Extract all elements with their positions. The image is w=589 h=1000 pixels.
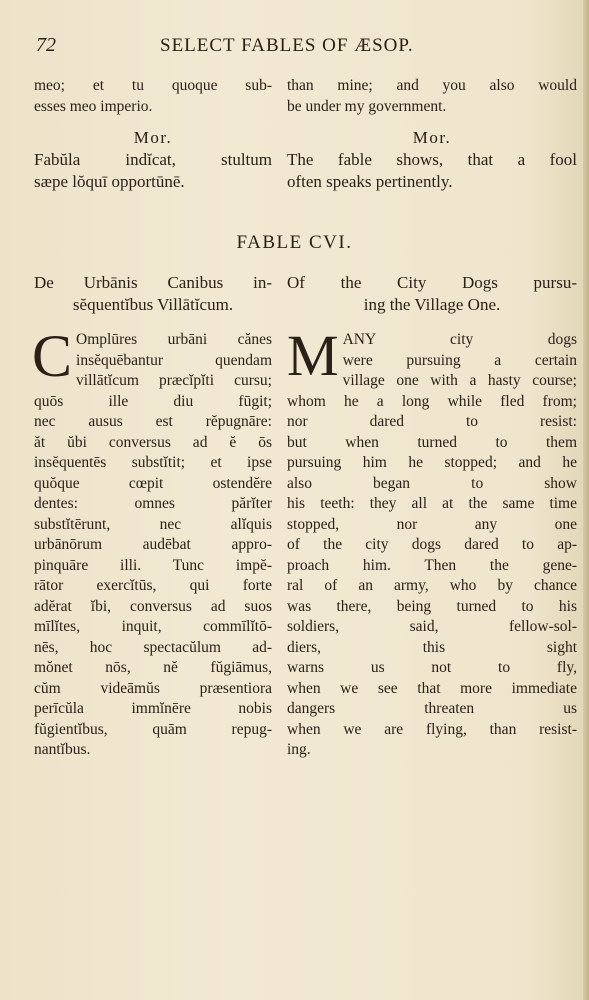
text-line: was there, being turned to his [287, 597, 577, 615]
text-line: ing. [287, 741, 311, 758]
fable-lines [287, 371, 577, 761]
text-line: rātor exercĭtūs, qui forte [34, 577, 272, 594]
text-line: when we are flying, than resist- [287, 720, 577, 738]
text-line: but when turned to them [287, 433, 577, 451]
fable-body [287, 323, 577, 761]
moral-line: sæpe lŏquī opportūnē. [34, 172, 185, 191]
text-line: nēs, hoc spectacŭlum ad- [34, 638, 272, 656]
text-line: when we see that more immediate [287, 679, 577, 697]
text-line: warns us not to fly, [287, 659, 577, 676]
text-line: adĕrat ĭbi, conversus ad suos [34, 597, 272, 615]
text-line: of the city dogs dared to ap- [287, 536, 577, 553]
text-line: proach him. Then the gene- [287, 556, 577, 574]
text-line: pinquāre illi. Tunc impĕ- [34, 556, 272, 574]
text-line: perīcŭla immĭnēre nobis [34, 700, 272, 717]
moral-title: Mor. [133, 128, 173, 147]
latin-continuation [34, 76, 272, 193]
moral-line: The fable shows, that a fool [287, 150, 577, 169]
fable-lines [34, 371, 272, 761]
text-line: mŏnet nōs, nĕ fŭgiāmus, [34, 659, 272, 676]
drop-cap: C [32, 323, 73, 389]
text-line: were pursuing a certain [342, 351, 577, 369]
latin-fable [34, 272, 272, 761]
text-line: Omplūres urbāni cănes [76, 331, 272, 348]
text-line: pursuing him he stopped; and he [287, 454, 577, 471]
text-line: than mine; and you also would [287, 77, 577, 94]
text-line: dangers threaten us [287, 700, 577, 717]
text-line: substĭtērunt, nec alĭquis [34, 515, 272, 533]
english-continuation [287, 76, 577, 193]
page-number: 72 [36, 34, 56, 56]
text-line: nor dared to resist: [287, 413, 577, 430]
text-line: fŭgientĭbus, quām repug- [34, 720, 272, 738]
text-line: nantĭbus. [34, 741, 91, 758]
moral-line: Fabŭla indĭcat, stultum [34, 150, 272, 169]
text-line: villātĭcum præcĭpĭti cursu; [76, 372, 272, 389]
text-line: whom he a long while fled from; [287, 392, 577, 410]
text-line: ral of an army, who by chance [287, 577, 577, 594]
text-line: dentes: omnes părĭter [34, 495, 272, 512]
text-line: urbānōrum audēbat appro- [34, 536, 272, 553]
moral-line: often speaks pertinently. [287, 172, 453, 191]
fable-body [32, 323, 272, 761]
text-line: be under my government. [287, 97, 447, 115]
text-line: soldiers, said, fellow-sol- [287, 618, 577, 635]
moral-title: Mor. [412, 128, 452, 147]
text-line: insĕquēbantur quendam [76, 351, 272, 369]
text-line: his teeth: they all at the same time [287, 495, 577, 512]
text-line: meo; et tu quoque sub- [34, 77, 272, 94]
fable-heading-line: sĕquentĭbus Villātĭcum. [72, 295, 234, 314]
drop-cap: M [287, 323, 339, 388]
page-header [36, 34, 556, 60]
text-line: also began to show [287, 474, 577, 492]
fable-title: FABLE CVI. [236, 232, 353, 253]
text-line: esses meo imperio. [34, 97, 153, 115]
text-line: nec ausus est rĕpugnāre: [34, 413, 272, 430]
english-fable [287, 272, 577, 761]
text-line: village one with a hasty course; [342, 372, 577, 389]
text-line: cŭm videāmŭs præsentiora [34, 679, 272, 697]
text-line: diers, this sight [287, 638, 577, 656]
fable-heading-line: ing the Village One. [363, 295, 501, 314]
page-edge [583, 0, 589, 1000]
text-line: ANY city dogs [342, 331, 577, 348]
running-head: SELECT FABLES OF ÆSOP. [160, 35, 414, 56]
text-line: stopped, nor any one [287, 515, 577, 533]
text-line: insĕquentēs substĭtit; et ipse [34, 454, 272, 471]
text-line: quŏque cœpit ostendĕre [34, 474, 272, 492]
text-line: mīlĭtes, inquit, commīlĭtō- [34, 618, 272, 635]
fable-heading-line: De Urbānis Canibus in- [34, 273, 272, 292]
text-line: ăt ŭbi conversus ad ĕ ōs [34, 433, 272, 451]
text-line: quōs ille diu fūgit; [34, 392, 272, 410]
fable-heading-line: Of the City Dogs pursu- [287, 273, 577, 292]
